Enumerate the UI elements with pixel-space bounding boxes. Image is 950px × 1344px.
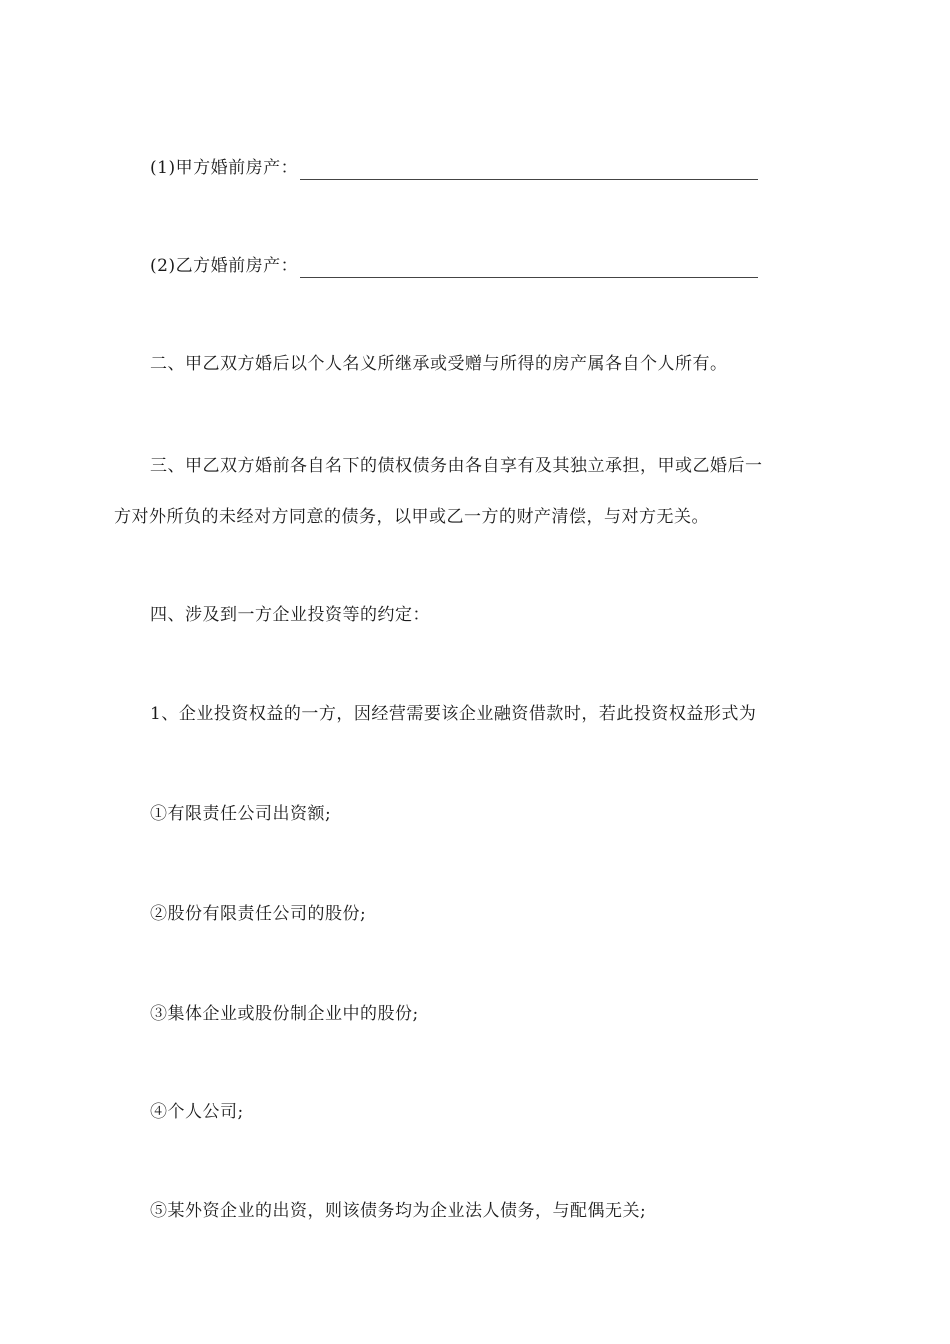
field-blank-party-b-property[interactable] xyxy=(300,259,758,278)
field-row-party-a-property xyxy=(150,156,758,180)
sub-item-4: ④个人公司; xyxy=(150,1102,244,1122)
item-1: 1、企业投资权益的一方，因经营需要该企业融资借款时，若此投资权益形式为 xyxy=(150,704,757,724)
clause-3-line-1: 三、甲乙双方婚前各自名下的债权债务由各自享有及其独立承担，甲或乙婚后一 xyxy=(150,456,763,476)
field-blank-party-a-property[interactable] xyxy=(300,161,758,180)
sub-item-5: ⑤某外资企业的出资，则该债务均为企业法人债务，与配偶无关; xyxy=(150,1201,647,1221)
field-row-party-b-property xyxy=(150,254,758,278)
sub-item-2: ②股份有限责任公司的股份; xyxy=(150,904,367,924)
clause-2: 二、甲乙双方婚后以个人名义所继承或受赠与所得的房产属各自个人所有。 xyxy=(150,354,728,374)
field-label-party-a-property: (1)甲方婚前房产： xyxy=(150,158,299,178)
clause-4: 四、涉及到一方企业投资等的约定： xyxy=(150,605,430,625)
field-label-party-b-property: (2)乙方婚前房产： xyxy=(150,256,299,276)
clause-3-line-2: 方对外所负的未经对方同意的债务，以甲或乙一方的财产清偿，与对方无关。 xyxy=(114,507,709,527)
sub-item-3: ③集体企业或股份制企业中的股份; xyxy=(150,1004,419,1024)
sub-item-1: ①有限责任公司出资额; xyxy=(150,804,332,824)
